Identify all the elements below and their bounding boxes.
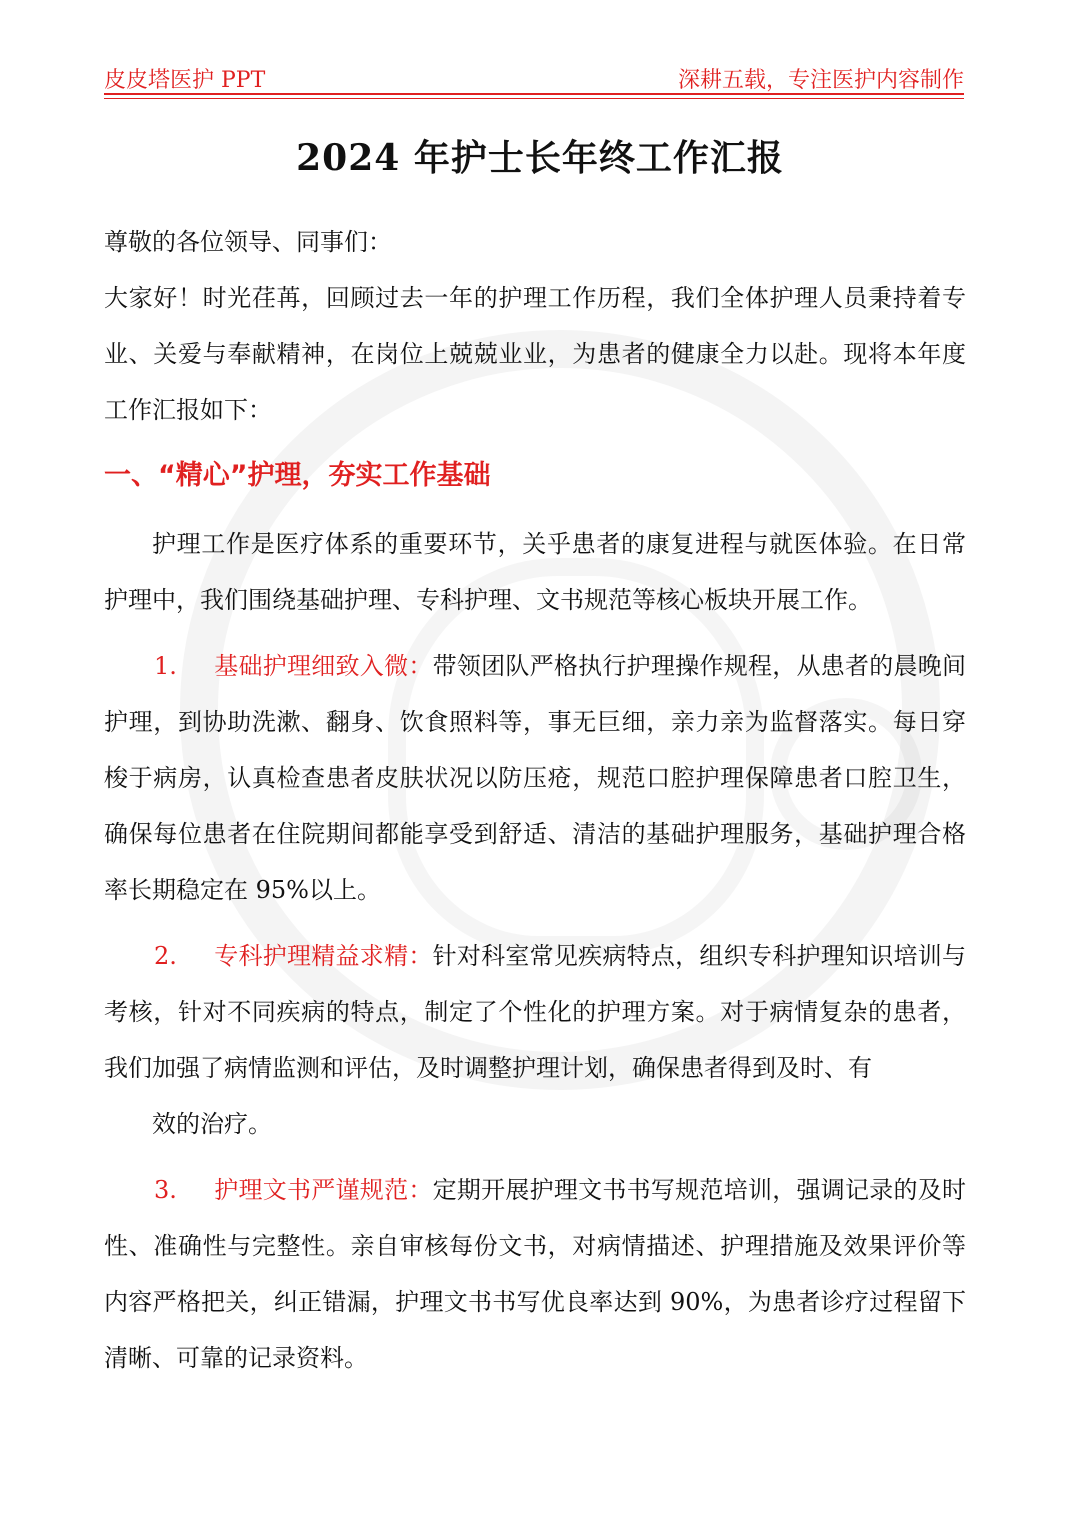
- document-body: [104, 214, 966, 1386]
- document-title: 2024 年护士长年终工作汇报: [296, 137, 784, 179]
- header-divider-thin: [104, 98, 964, 99]
- list-item: [104, 1162, 966, 1386]
- list-item: [104, 928, 966, 1096]
- item-label: 专科护理精益求精：: [214, 942, 433, 970]
- section-heading: 一、“精心”护理，夯实工作基础: [104, 460, 491, 491]
- item-label: 护理文书严谨规范：: [214, 1176, 433, 1204]
- intro-paragraph: 大家好！时光荏苒，回顾过去一年的护理工作历程，我们全体护理人员秉持着专业、关爱与奉献精神，在岗位上兢兢业业，为患者的健康全力以赴。现将本年度工作汇报如下：: [104, 284, 966, 424]
- section-lead-paragraph: 护理工作是医疗体系的重要环节，关乎患者的康复进程与就医体验。在日常护理中，我们围绕基础护理、专科护理、文书规范等核心板块开展工作。: [104, 530, 966, 614]
- item-number: 1.: [154, 652, 177, 680]
- item-text: 定期开展护理文书书写规范培训，强调记录的及时性、准确性与完整性。亲自审核每份文书，对病情描述、护理措施及效果评价等内容严格把关，纠正错漏，护理文书书写优良率达到 90%，为患者诊疗过程留下清晰、可靠的记录资料。: [104, 1176, 967, 1372]
- list-item: [104, 638, 966, 918]
- header-slogan: 深耕五载，专注医护内容制作: [677, 68, 964, 93]
- item-text: 带领团队严格执行护理操作规程，从患者的晨晚间护理，到协助洗漱、翻身、饮食照料等，事无巨细，亲力亲为监督落实。每日穿梭于病房，认真检查患者皮肤状况以防压疮，规范口腔护理保障患者口腔卫生，确保每位患者在住院期间都能享受到舒适、清洁的基础护理服务，基础护理合格率长期稳定在 95%以上。: [104, 652, 967, 904]
- item-text: 针对科室常见疾病特点，组织专科护理知识培训与考核，针对不同疾病的特点，制定了个性化的护理方案。对于病情复杂的患者，我们加强了病情监测和评估，及时调整护理计划，确保患者得到及时、有: [104, 942, 967, 1082]
- item-text-continuation: 效的治疗。: [152, 1110, 272, 1138]
- header-divider: [104, 93, 964, 95]
- item-number: 2.: [154, 942, 177, 970]
- page-header: [104, 58, 964, 94]
- header-brand: 皮皮塔医护 PPT: [104, 68, 266, 93]
- salutation: 尊敬的各位领导、同事们：: [104, 228, 392, 256]
- item-label: 基础护理细致入微：: [214, 652, 433, 680]
- item-number: 3.: [154, 1176, 177, 1204]
